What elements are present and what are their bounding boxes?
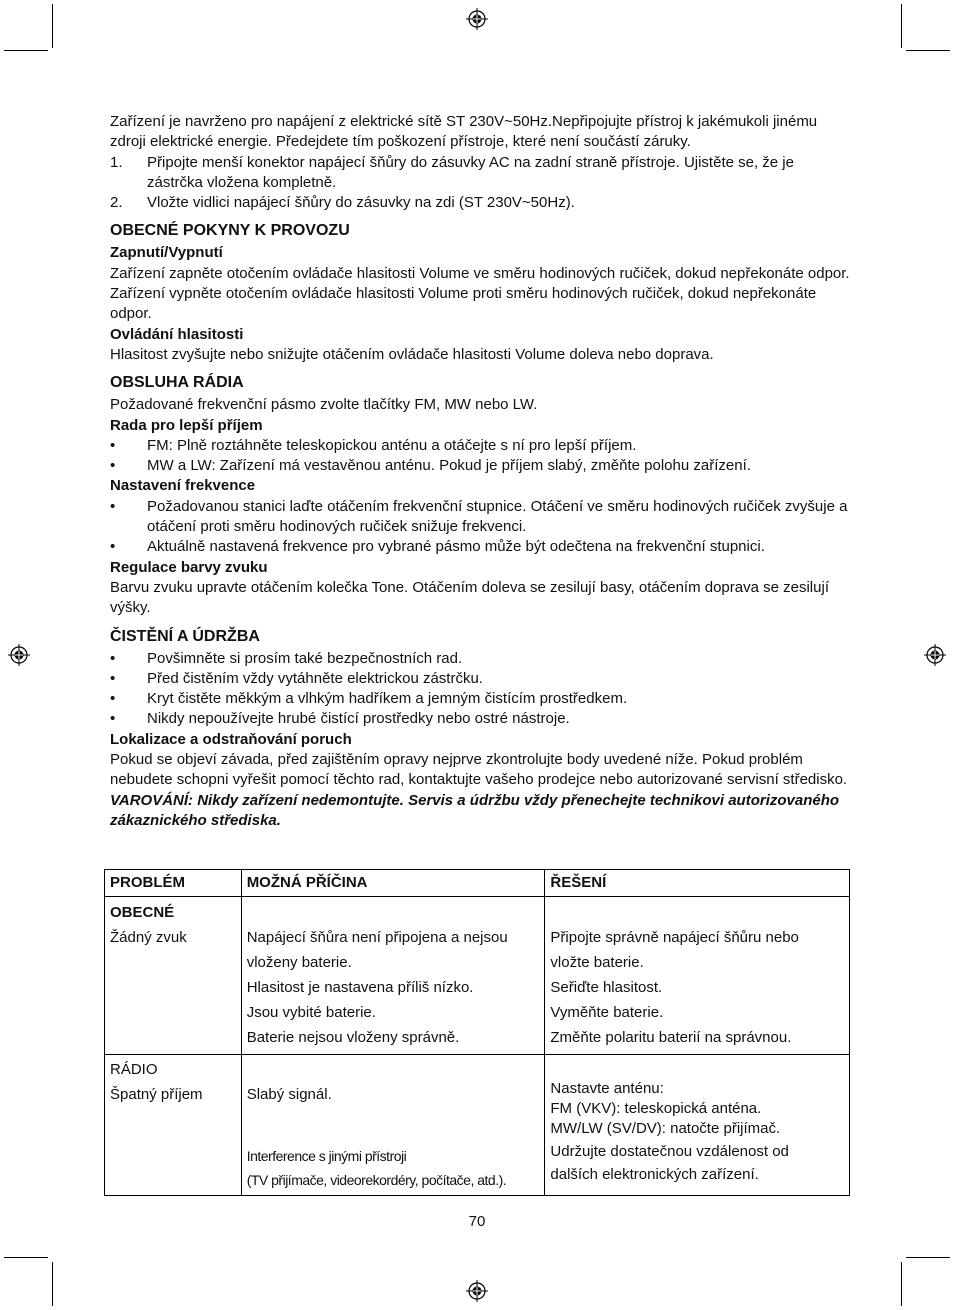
solution-text: FM (VKV): teleskopická anténa. (550, 1100, 762, 1117)
paragraph: Zařízení vypněte otočením ovládače hlasitosti Volume proti směru hodinových ručiček, dokud nepřekonáte odpor. (110, 285, 817, 323)
crop-mark (906, 50, 950, 51)
bullet-icon: • (110, 649, 116, 667)
column-header: MOŽNÁ PŘÍČINA (241, 870, 545, 897)
solution-text: Nastavte anténu: (550, 1080, 664, 1097)
cause-text: (TV přijímače, videorekordéry, počítače, atd.). (246, 1172, 507, 1188)
section-heading: OBSLUHA RÁDIA (110, 374, 244, 392)
list-item (110, 456, 850, 476)
crop-mark (901, 4, 902, 48)
paragraph: Pokud se objeví závada, před zajištěním opravy nejprve zkontrolujte body uvedené níže. Pokud problém nebudete schopni vyřešit pomocí těchto rad, kontaktujte vašeho prodejce nebo autorizované servisní středisko. (110, 751, 848, 789)
subheading: Rada pro lepší příjem (110, 416, 263, 434)
list-item (110, 436, 850, 456)
problem-text: Špatný příjem (110, 1086, 203, 1103)
crop-mark (4, 1257, 48, 1258)
list-item (110, 649, 850, 669)
subheading: Nastavení frekvence (110, 477, 256, 495)
list-item (110, 153, 850, 194)
bullet-icon: • (110, 538, 116, 556)
list-item-text: Aktuálně nastavená frekvence pro vybrané pásmo může být odečtena na frekvenční stupnici. (147, 538, 765, 556)
list-number: 1. (110, 153, 123, 171)
list-item-text: FM: Plně roztáhněte teleskopickou anténu a otáčejte s ní pro lepší příjem. (147, 436, 637, 454)
solution-text: Seřiďte hlasitost. (550, 979, 663, 996)
cause-text: Interference s jinými přístroji (246, 1148, 407, 1164)
cause-text: Jsou vybité baterie. (246, 1004, 376, 1021)
cause-text: Hlasitost je nastavena příliš nízko. (246, 979, 474, 996)
section-heading: ČISTĚNÍ A ÚDRŽBA (110, 627, 260, 645)
solution-cell (545, 897, 850, 1055)
intro-paragraph: Zařízení je navrženo pro napájení z elektrické sítě ST 230V~50Hz.Nepřipojujte přístroj k jakémukoli jinému zdroji elektrické energie. Předejdete tím poškození přístroje, které není součástí záruky. (110, 113, 818, 151)
bullet-icon: • (110, 457, 116, 475)
list-item-text: MW a LW: Zařízení má vestavěnou anténu. Pokud je příjem slabý, změňte polohu zařízení. (147, 457, 751, 475)
list-item-text: Kryt čistěte měkkým a vlhkým hadříkem a jemným čistícím prostředkem. (147, 690, 628, 708)
solution-text: Vyměňte baterie. (550, 1004, 664, 1021)
category-label: OBECNÉ (110, 904, 175, 921)
crop-mark (4, 50, 48, 51)
table-row (105, 897, 850, 1055)
list-item (110, 537, 850, 557)
paragraph: Požadované frekvenční pásmo zvolte tlačítky FM, MW nebo LW. (110, 396, 538, 414)
table-header-row (105, 870, 850, 897)
crop-mark (906, 1257, 950, 1258)
column-header: ŘEŠENÍ (545, 870, 850, 897)
page-number: 70 (468, 1213, 486, 1230)
subheading: Lokalizace a odstraňování poruch (110, 730, 352, 748)
registration-mark-icon (8, 644, 30, 666)
registration-mark-icon (924, 644, 946, 666)
table-row (105, 1055, 850, 1196)
list-item (110, 497, 850, 538)
subheading: Ovládání hlasitosti (110, 325, 244, 343)
section-heading: OBECNÉ POKYNY K PROVOZU (110, 222, 350, 240)
warning-text: VAROVÁNÍ: Nikdy zařízení nedemontujte. Servis a údržbu vždy přenechejte technikovi autorizovaného zákaznického střediska. (110, 791, 840, 829)
problem-cell (105, 1055, 242, 1196)
bullet-icon: • (110, 669, 116, 687)
category-label: RÁDIO (110, 1061, 158, 1078)
crop-mark (52, 1262, 53, 1306)
problem-cell (105, 897, 242, 1055)
bullet-icon: • (110, 436, 116, 454)
cause-text: Slabý signál. (246, 1086, 332, 1103)
list-item (110, 689, 850, 709)
column-header: PROBLÉM (105, 870, 242, 897)
crop-mark (901, 1262, 902, 1306)
paragraph: Barvu zvuku upravte otáčením kolečka Tone. Otáčením doleva se zesilují basy, otáčením doprava se zesilují výšky. (110, 578, 829, 617)
problem-text: Žádný zvuk (110, 929, 187, 946)
subheading: Zapnutí/Vypnutí (110, 244, 223, 262)
cause-text: vloženy baterie. (246, 954, 352, 971)
cause-cell (241, 1055, 545, 1196)
solution-text: Připojte správně napájecí šňůru nebo (550, 929, 799, 946)
bullet-icon: • (110, 690, 116, 708)
list-number: 2. (110, 194, 123, 212)
solution-text: Změňte polaritu baterií na správnou. (550, 1029, 792, 1046)
troubleshooting-table (104, 869, 850, 1196)
bullet-icon: • (110, 710, 116, 728)
solution-text: MW/LW (SV/DV): natočte přijímač. (550, 1120, 781, 1137)
list-item (110, 709, 850, 729)
list-item-text: Před čistěním vždy vytáhněte elektrickou zástrčku. (147, 669, 483, 687)
solution-text: vložte baterie. (550, 954, 644, 971)
spacer (247, 1107, 540, 1144)
list-item-text: Povšimněte si prosím také bezpečnostních rad. (147, 649, 463, 667)
page-content (110, 112, 850, 831)
list-item (110, 193, 850, 213)
list-item-text: Připojte menší konektor napájecí šňůry do zásuvky AC na zadní straně přístroje. Ujistěte se, že je zástrčka vložena kompletně. (147, 153, 794, 191)
list-item (110, 669, 850, 689)
registration-mark-icon (466, 8, 488, 30)
cause-cell (241, 897, 545, 1055)
cause-text: Baterie nejsou vloženy správně. (246, 1029, 460, 1046)
solution-cell (545, 1055, 850, 1196)
bullet-icon: • (110, 497, 116, 515)
cause-text: Napájecí šňůra není připojena a nejsou (246, 929, 508, 946)
registration-mark-icon (466, 1280, 488, 1302)
crop-mark (52, 4, 53, 48)
list-item-text: Vložte vidlici napájecí šňůry do zásuvky na zdi (ST 230V~50Hz). (147, 194, 575, 212)
solution-text: dalších elektronických zařízení. (550, 1166, 759, 1183)
subheading: Regulace barvy zvuku (110, 558, 268, 576)
paragraph: Hlasitost zvyšujte nebo snižujte otáčením ovládače hlasitosti Volume doleva nebo doprava. (110, 345, 714, 363)
list-item-text: Požadovanou stanici laďte otáčením frekvenční stupnice. Otáčení ve směru hodinových ručiček zvyšuje a otáčení proti směru hodinových ručiček snižuje frekvenci. (147, 497, 848, 536)
paragraph: Zařízení zapněte otočením ovládače hlasitosti Volume ve směru hodinových ručiček, dokud nepřekonáte odpor. (110, 264, 850, 282)
solution-text: Udržujte dostatečnou vzdálenost od (550, 1143, 789, 1160)
list-item-text: Nikdy nepoužívejte hrubé čistící prostředky nebo ostré nástroje. (147, 710, 570, 728)
